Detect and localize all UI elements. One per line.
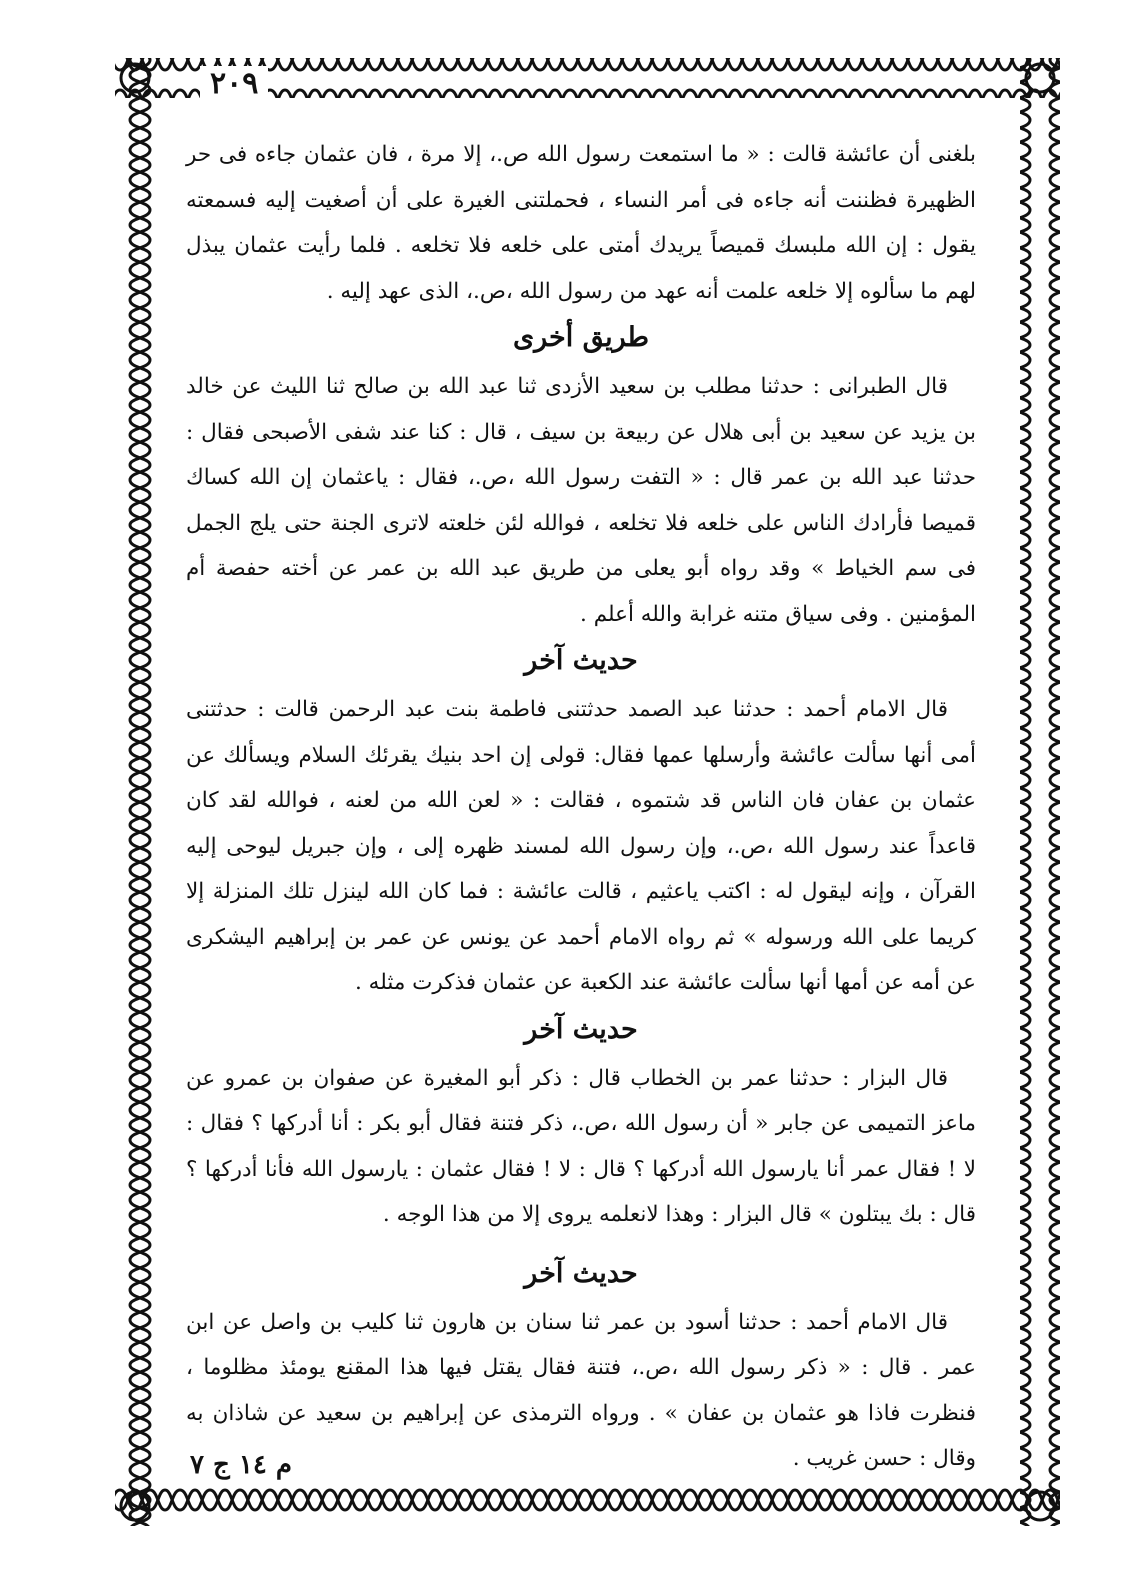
section-heading: طريق أخرى <box>512 322 650 353</box>
section-paragraph: قال الطبرانى : حدثنا مطلب بن سعيد الأزدى ثنا عبد الله بن صالح ثنا الليث عن خالد بن يزيد عن سعيد بن أبى هلال عن ربيعة بن سيف ، قال : كنا عند شفى الأصبحى فقال : حدثنا عبد الله بن عمر قال : « التفت رسول الله ،ص.، فقال : ياعثمان إن الله كساك قميصا فأرادك الناس على خلعه فلا تخلعه ، فوالله لئن خلعته لاترى الجنة حتى يلج الجمل فى سم الخياط » وقد رواه أبو يعلى من طريق عبد الله بن عمر عن أخته حفصة أم المؤمنين . وفى سياق متنه غرابة والله أعلم . <box>186 374 976 627</box>
opening-paragraph: بلغنى أن عائشة قالت : « ما استمعت رسول الله ص.، إلا مرة ، فان عثمان جاءه فى حر الظهيرة فظننت أنه جاءه فى أمر النساء ، فحملتنى الغيرة على أن أصغيت إليه فسمعته يقول : إن الله ملبسك قميصاً يريدك أمتى على خلعه فلا تخلعه . فلما رأيت عثمان يبذل لهم ما سألوه إلا خلعه علمت أنه عهد من رسول الله ،ص.، الذى عهد إليه . <box>186 142 976 304</box>
page-content <box>186 132 976 1482</box>
section-paragraph: قال البزار : حدثنا عمر بن الخطاب قال : ذكر أبو المغيرة عن صفوان بن عمرو عن ماعز التميمى عن جابر « أن رسول الله ،ص.، ذكر فتنة فقال أبو بكر : أنا أدركها ؟ فقال : لا ! فقال عمر أنا يارسول الله أدركها ؟ قال : لا ! فقال عثمان : يارسول الله فأنا أدركها ؟ قال : بك يبتلون » قال البزار : وهذا لانعلمه يروى إلا من هذا الوجه . <box>186 1065 976 1227</box>
volume-signature: م ١٤ ج ٧ <box>190 1450 292 1480</box>
section-paragraph: قال الامام أحمد : حدثنا أسود بن عمر ثنا سنان بن هارون ثنا كليب بن واصل عن ابن عمر . قال : « ذكر رسول الله ،ص.، فتنة فقال يقتل فيها هذا المقنع يومئذ مظلوما ، فنظرت فاذا هو عثمان بن عفان » . ورواه الترمذى عن إبراهيم بن سعيد عن شاذان به وقال : حسن غريب . <box>186 1309 976 1471</box>
page-number: ٢٠٩ <box>200 66 268 102</box>
section-heading: حديث آخر <box>524 1257 638 1289</box>
section-heading: حديث آخر <box>524 645 638 676</box>
section-paragraph: قال الامام أحمد : حدثنا عبد الصمد حدثتنى فاطمة بنت عبد الرحمن قالت : حدثتنى أمى أنها سألت عائشة وأرسلها عمها فقال: قولى إن احد بنيك يقرئك السلام ويسألك عن عثمان بن عفان فان الناس قد شتموه ، فقالت : « لعن الله من لعنه ، فوالله لقد كان قاعداً عند رسول الله ،ص.، وإن رسول الله لمسند ظهره إلى ، وإن جبريل ليوحى إليه القرآن ، وإنه ليقول له : اكتب ياعثيم ، قالت عائشة : فما كان الله لينزل تلك المنزلة إلا كريما على الله ورسوله » ثم رواه الامام أحمد عن يونس عن عمر بن إبراهيم اليشكرى عن أمه عن أمها أنها سألت عائشة عند الكعبة عن عثمان فذكرت مثله . <box>186 697 976 995</box>
section-heading: حديث آخر <box>524 1013 638 1045</box>
